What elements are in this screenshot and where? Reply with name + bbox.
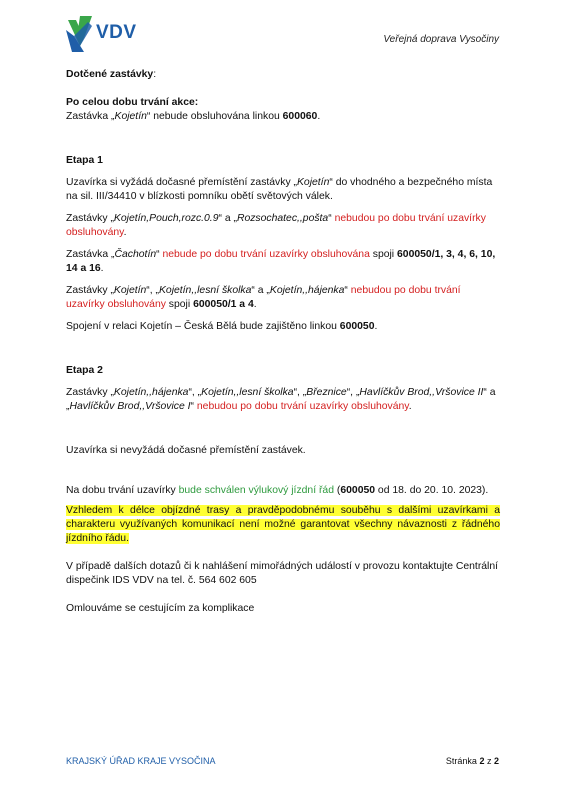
- org-name: Veřejná doprava Vysočiny: [383, 34, 499, 45]
- page-number: Stránka 2 z 2: [445, 756, 499, 766]
- document-body: [66, 68, 500, 616]
- contact-text: V případě dalších dotazů či k nahlášení mimořádných událostí v provozu kontaktujte Centrální dispečink IDS VDV na tel. č. 564 602 605: [66, 561, 499, 586]
- stage1-paragraph-1: Uzavírka si vyžádá dočasné přemístění zastávky „Kojetín“ do vhodného a bezpečného místa na sil. III/34410 v blízkosti pomníku obětí světových válek.: [66, 177, 493, 202]
- no-relocation-text: Uzavírka si nevyžádá dočasné přemístění zastávek.: [66, 445, 306, 456]
- stage2-heading: Etapa 2: [66, 365, 103, 376]
- logo-text: VDV: [96, 22, 137, 43]
- stage1-paragraph-2: Zastávky „Kojetín,Pouch,rozc.0.9“ a „Rozsochatec,,pošta“ nebudou po dobu trvání uzavírky obsluhovány.: [66, 213, 486, 238]
- apology-text: Omlouváme se cestujícím za komplikace: [66, 603, 255, 614]
- vdv-logo-icon: [66, 16, 94, 52]
- vdv-logo: [66, 16, 138, 52]
- footer-authority: KRAJSKÝ ÚŘAD KRAJE VYSOČINA: [66, 756, 216, 766]
- timetable-text: Na dobu trvání uzavírky bude schválen výlukový jízdní řád (600050 od 18. do 20. 10. 2023).: [66, 485, 489, 496]
- stage1-heading: Etapa 1: [66, 155, 103, 166]
- stage1-paragraph-4: Zastávky „Kojetín“, „Kojetín,,lesní školka“ a „Kojetín,,hájenka“ nebudou po dobu trvání uzavírky obsluhovány spoji 600050/1 a 4.: [66, 285, 461, 310]
- whole-duration-text: Zastávka „Kojetín“ nebude obsluhována linkou 600060.: [66, 111, 321, 122]
- stage1-paragraph-3: Zastávka „Čachotín“ nebude po dobu trvání uzavírky obsluhována spoji 600050/1, 3, 4, 6, 10, 14 a 16.: [66, 249, 496, 274]
- stage1-paragraph-5: Spojení v relaci Kojetín – Česká Bělá bude zajištěno linkou 600050.: [66, 321, 378, 332]
- whole-duration-heading: Po celou dobu trvání akce:: [66, 97, 199, 108]
- affected-stops-heading: Dotčené zastávky:: [66, 69, 157, 80]
- stage2-paragraph-1: Zastávky „Kojetín,,hájenka“, „Kojetín,,lesní školka“, „Březnice“, „Havlíčkův Brod,,Vršovice II“ a „Havlíčkův Brod,,Vršovice I“ nebudou po dobu trvání uzavírky obsluhovány.: [66, 387, 496, 412]
- warning-text: Vzhledem k délce objízdné trasy a pravděpodobnému souběhu s dalšími uzavírkami a charakteru využívaných komunikací není možné garantovat všechny návaznosti z řádného jízdního řádu.: [66, 505, 500, 544]
